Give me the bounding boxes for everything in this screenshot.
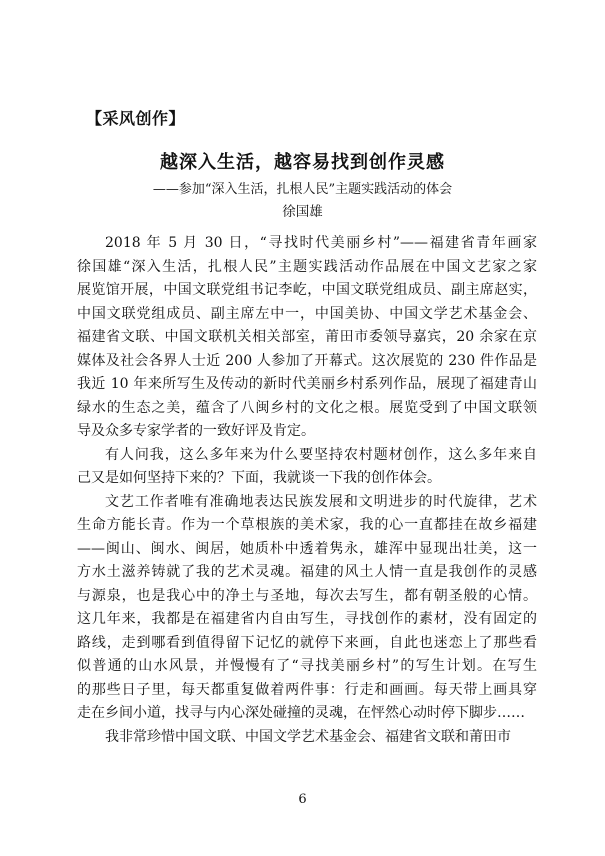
body-line: 我近 10 年来所写生及传动的新时代美丽乡村系列作品，展现了福建青山: [77, 376, 537, 392]
body-line: 徐国雄“深入生活，扎根人民”主题实践活动作品展在中国文艺家之家: [77, 258, 537, 275]
body-line: 2018 年 5 月 30 日，“寻找时代美丽乡村”——福建省青年画家: [105, 235, 537, 251]
body-line: 导及众多专家学者的一致好评及肯定。: [77, 423, 315, 439]
body-line: 中国文联党组成员、副主席左中一，中国美协、中国文学艺术基金会、: [77, 305, 537, 322]
body-line: 路线，走到哪看到值得留下记忆的就停下来画，自此也迷恋上了那些看: [77, 634, 537, 651]
section-tag: 【采风创作】: [86, 109, 186, 128]
article-subtitle: ——参加“深入生活，扎根人民”主题实践活动的体会: [152, 182, 453, 197]
body-line: 似普通的山水风景，并慢慢有了“寻找美丽乡村”的写生计划。在写生: [77, 658, 537, 674]
body-line: 走在乡间小道，找寻与内心深处碰撞的灵魂，在怦然心动时停下脚步……: [77, 705, 525, 721]
body-line: 文艺工作者唯有准确地表达民族发展和文明进步的时代旋律，艺术: [105, 493, 537, 510]
body-line: 己又是如何坚持下来的？下面，我就谈一下我的创作体会。: [77, 470, 441, 486]
article-title: 越深入生活，越容易找到创作灵感: [160, 152, 445, 173]
page-number: 6: [298, 792, 307, 807]
author-name: 徐国雄: [282, 204, 323, 220]
body-line: 展览馆开展，中国文联党组书记李屹，中国文联党组成员、副主席赵实，: [77, 282, 537, 298]
body-line: 绿水的生态之美，蕴含了八闽乡村的文化之根。展览受到了中国文联领: [77, 399, 537, 416]
article-body: [77, 232, 537, 749]
body-line: ——闽山、闽水、闽居，她质朴中透着隽永，雄浑中显现出壮美，这一: [77, 540, 537, 557]
body-line: 有人问我，这么多年来为什么要坚持农村题材创作，这么多年来自: [105, 446, 537, 463]
body-line: 我非常珍惜中国文联、中国文学艺术基金会、福建省文联和莆田市: [105, 728, 511, 745]
body-line: 与源泉，也是我心中的净土与圣地，每次去写生，都有朝圣般的心情。: [77, 587, 537, 604]
body-line: 媒体及社会各界人士近 200 人参加了开幕式。这次展览的 230 件作品是: [77, 352, 537, 369]
body-line: 方水土滋养铸就了我的艺术灵魂。福建的风土人情一直是我创作的灵感: [77, 564, 537, 580]
body-line: 福建省文联、中国文联机关相关部室，莆田市委领导嘉宾，20 余家在京: [77, 329, 537, 345]
body-line: 这几年来，我都是在福建省内自由写生，寻找创作的素材，没有固定的: [77, 611, 537, 627]
body-line: 的那些日子里，每天都重复做着两件事：行走和画画。每天带上画具穿: [77, 681, 537, 698]
body-line: 生命方能长青。作为一个草根族的美术家，我的心一直都挂在故乡福建: [77, 517, 537, 533]
